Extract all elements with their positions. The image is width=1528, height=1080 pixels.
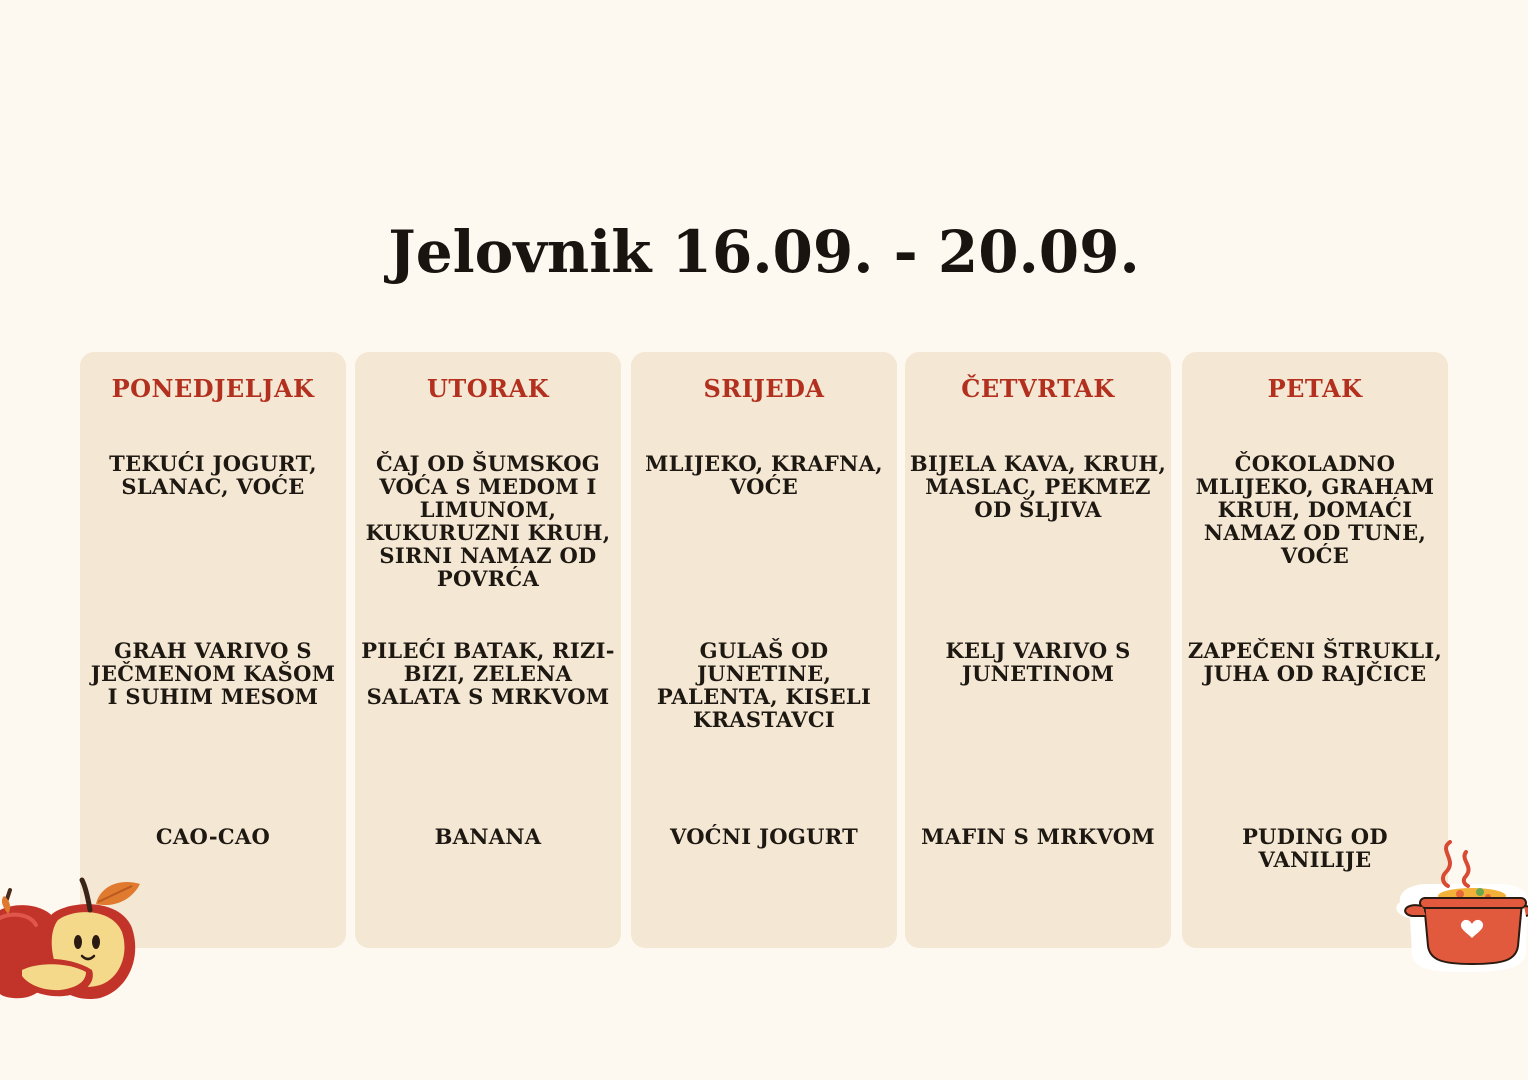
breakfast-item: ČOKOLADNO MLIJEKO, GRAHAM KRUH, DOMAĆI NAMAZ OD TUNE, VOĆE bbox=[1195, 451, 1435, 568]
lunch-item: GRAH VARIVO S JEČMENOM KAŠOM I SUHIM MESOM bbox=[90, 638, 336, 709]
snack-item: BANANA bbox=[434, 824, 542, 849]
day-column-tuesday bbox=[355, 352, 621, 948]
lunch-item: PILEĆI BATAK, RIZI-BIZI, ZELENA SALATA S MRKVOM bbox=[361, 638, 615, 709]
lunch-item: ZAPEČENI ŠTRUKLI, JUHA OD RAJČICE bbox=[1187, 638, 1443, 686]
day-heading: PETAK bbox=[1267, 374, 1363, 403]
breakfast-item: BIJELA KAVA, KRUH, MASLAC, PEKMEZ OD ŠLJIVA bbox=[909, 451, 1167, 522]
cooking-pot-icon bbox=[1388, 822, 1528, 972]
lunch-item: GULAŠ OD JUNETINE, PALENTA, KISELI KRASTAVCI bbox=[656, 638, 872, 732]
breakfast-item: TEKUĆI JOGURT, SLANAC, VOĆE bbox=[109, 451, 317, 499]
snack-item: PUDING OD VANILIJE bbox=[1242, 824, 1388, 872]
snack-item: CAO-CAO bbox=[155, 824, 271, 849]
day-column-wednesday bbox=[631, 352, 897, 948]
lunch-item: KELJ VARIVO S JUNETINOM bbox=[945, 638, 1131, 686]
snack-item: MAFIN S MRKVOM bbox=[921, 824, 1155, 849]
breakfast-item: MLIJEKO, KRAFNA, VOĆE bbox=[645, 451, 883, 499]
breakfast-item: ČAJ OD ŠUMSKOG VOĆA S MEDOM I LIMUNOM, KUKURUZNI KRUH, SIRNI NAMAZ OD POVRĆA bbox=[365, 451, 611, 591]
day-column-thursday bbox=[905, 352, 1171, 948]
day-heading: PONEDJELJAK bbox=[111, 374, 315, 403]
day-heading: UTORAK bbox=[426, 374, 550, 403]
page-title: Jelovnik 16.09. - 20.09. bbox=[388, 218, 1140, 286]
day-heading: SRIJEDA bbox=[703, 374, 825, 403]
snack-item: VOĆNI JOGURT bbox=[669, 824, 859, 849]
day-column-monday bbox=[80, 352, 346, 948]
day-heading: ČETVRTAK bbox=[961, 374, 1115, 403]
menu-grid bbox=[80, 352, 1449, 948]
apple-icon bbox=[0, 870, 145, 1010]
